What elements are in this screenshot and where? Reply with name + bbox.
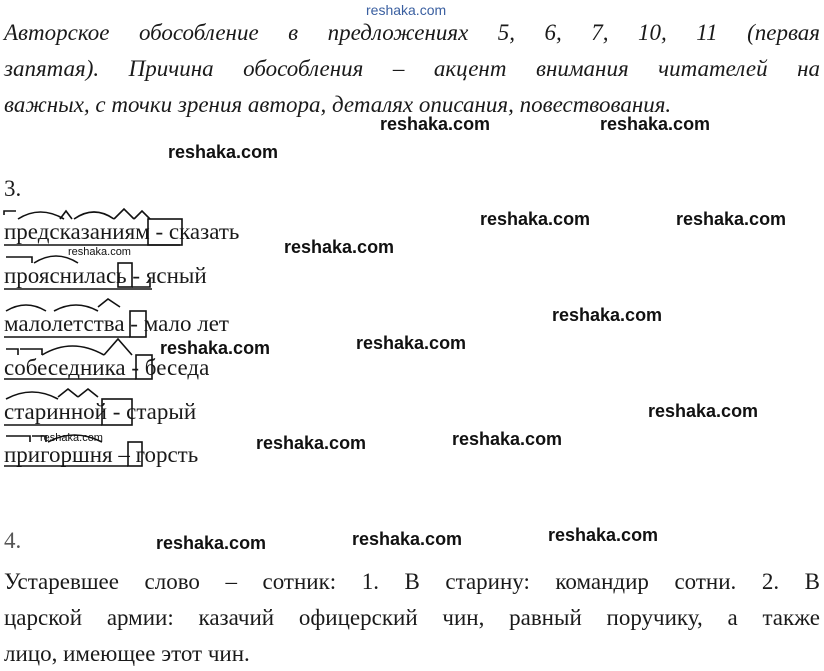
watermark: reshaka.com (480, 209, 591, 229)
parsed-word (4, 263, 127, 289)
parsing-related-word: - беседа (131, 355, 210, 380)
watermark: reshaka.com (548, 525, 659, 545)
watermark: reshaka.com (352, 529, 463, 549)
parsing-row (4, 399, 196, 433)
parsing-related-word: – горсть (118, 442, 199, 467)
watermark: reshaka.com (552, 305, 663, 325)
parsing-row (4, 355, 209, 389)
watermark: reshaka.com (380, 114, 491, 134)
parsed-word (4, 219, 150, 245)
watermark: reshaka.com (256, 433, 367, 453)
parsing-related-word: - сказать (155, 219, 240, 244)
watermark: reshaka.com (676, 209, 787, 229)
parsed-word (4, 355, 126, 381)
section4-line-1: Устаревшее слово – сотник: 1. В старину: командир сотни. 2. В (4, 569, 820, 594)
section4-number: 4. (4, 528, 22, 553)
parsed-word-text: пригоршня (4, 442, 113, 467)
watermark: reshaka.com (452, 429, 563, 449)
parsed-word (4, 311, 125, 337)
parsed-word-text: предсказаниям (4, 219, 150, 244)
watermark: reshaka.com (600, 114, 711, 134)
parsed-word (4, 442, 113, 468)
watermark: reshaka.com (68, 246, 131, 258)
section4-line-2: царской армии: казачий офицерский чин, равный поручику, а также (4, 605, 820, 630)
section4-line-3: лицо, имеющее этот чин. (4, 641, 250, 666)
watermark: reshaka.com (40, 432, 103, 444)
watermark: reshaka.com (648, 401, 759, 421)
watermark: reshaka.com (160, 338, 271, 358)
section2-line-3: важных, с точки зрения автора, деталях описания, повествования. (4, 92, 672, 117)
watermark: reshaka.com (366, 2, 447, 18)
watermark: reshaka.com (168, 142, 279, 162)
watermark: reshaka.com (156, 533, 267, 553)
parsing-row (4, 442, 198, 476)
section2-line-1: Авторское обособление в предложениях 5, 6, 7, 10, 11 (первая (4, 20, 820, 45)
parsed-word-text: малолетства (4, 311, 125, 336)
parsing-related-word: - старый (112, 399, 197, 424)
section3-number: 3. (4, 176, 22, 201)
parsing-row (4, 263, 207, 297)
parsed-word-text: собеседника (4, 355, 126, 380)
watermark: reshaka.com (284, 237, 395, 257)
parsing-related-word: - мало лет (130, 311, 229, 336)
parsed-word-text: старинной (4, 399, 107, 424)
parsed-word-text: прояснилась (4, 263, 127, 288)
watermark: reshaka.com (356, 333, 467, 353)
parsed-word (4, 399, 107, 425)
section2-line-2: запятая). Причина обособления – акцент внимания читателей на (4, 56, 820, 81)
parsing-related-word: - ясный (132, 263, 207, 288)
